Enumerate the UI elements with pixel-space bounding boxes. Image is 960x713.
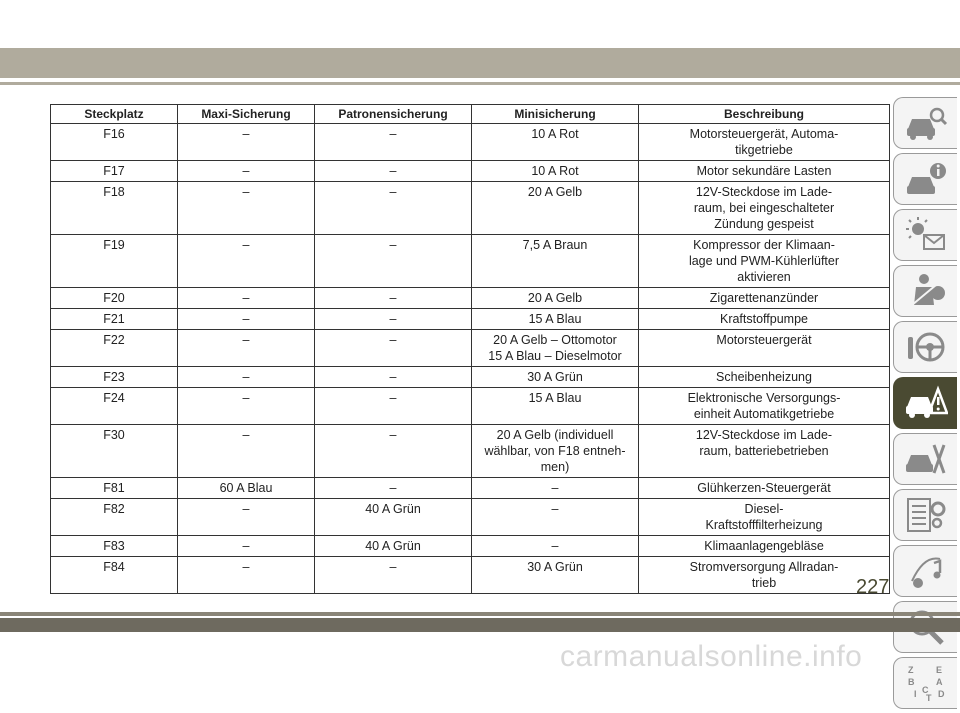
footer-band bbox=[0, 618, 960, 632]
column-header-maxi-fuse: Maxi-Sicherung bbox=[178, 105, 315, 124]
cell-mini-fuse: 7,5 A Braun bbox=[472, 235, 639, 288]
table-row bbox=[51, 499, 890, 536]
cell-maxi-fuse: – bbox=[178, 182, 315, 235]
cell-slot: F23 bbox=[51, 367, 178, 388]
alphabet-letter: B bbox=[907, 677, 914, 687]
column-header-cartridge-fuse: Patronensicherung bbox=[315, 105, 472, 124]
cell-slot: F81 bbox=[51, 478, 178, 499]
table-row bbox=[51, 388, 890, 425]
cell-slot: F22 bbox=[51, 330, 178, 367]
cell-maxi-fuse: – bbox=[178, 425, 315, 478]
tab-vehicle-overview[interactable] bbox=[893, 97, 957, 149]
cell-slot: F24 bbox=[51, 388, 178, 425]
header-band bbox=[0, 48, 960, 78]
column-header-slot: Steckplatz bbox=[51, 105, 178, 124]
cell-cartridge-fuse: – bbox=[315, 367, 472, 388]
steering-wheel-key-icon bbox=[904, 327, 948, 367]
spec-sheet-gears-icon bbox=[904, 495, 948, 535]
table-row bbox=[51, 124, 890, 161]
cell-slot: F17 bbox=[51, 161, 178, 182]
cell-maxi-fuse: – bbox=[178, 235, 315, 288]
cell-maxi-fuse: – bbox=[178, 499, 315, 536]
tab-emergency[interactable] bbox=[893, 377, 957, 429]
cell-description: Motor sekundäre Lasten bbox=[639, 161, 890, 182]
table-row bbox=[51, 309, 890, 330]
cell-description: Diesel- Kraftstofffilterheizung bbox=[639, 499, 890, 536]
header-rule bbox=[0, 82, 960, 85]
cell-cartridge-fuse: – bbox=[315, 161, 472, 182]
cell-description: Glühkerzen-Steuergerät bbox=[639, 478, 890, 499]
alphabet-letter: E bbox=[935, 665, 942, 675]
table-row bbox=[51, 367, 890, 388]
cell-mini-fuse: 20 A Gelb – Ottomotor 15 A Blau – Dieselmotor bbox=[472, 330, 639, 367]
car-info-icon bbox=[904, 159, 948, 199]
tab-alphabetical-index[interactable] bbox=[893, 657, 957, 709]
cell-mini-fuse: 15 A Blau bbox=[472, 388, 639, 425]
cell-cartridge-fuse: – bbox=[315, 235, 472, 288]
cell-cartridge-fuse: – bbox=[315, 388, 472, 425]
cell-description: Stromversorgung Allradan- trieb bbox=[639, 557, 890, 594]
warning-light-message-icon bbox=[904, 215, 948, 255]
column-header-mini-fuse: Minisicherung bbox=[472, 105, 639, 124]
cell-description: 12V-Steckdose im Lade- raum, bei eingeschalteter Zündung gespeist bbox=[639, 182, 890, 235]
alphabet-letter: C bbox=[921, 685, 928, 695]
cell-maxi-fuse: – bbox=[178, 330, 315, 367]
watermark: carmanualsonline.info bbox=[560, 640, 863, 673]
cell-maxi-fuse: – bbox=[178, 124, 315, 161]
cell-maxi-fuse: – bbox=[178, 557, 315, 594]
car-breakdown-warning-icon bbox=[904, 383, 948, 423]
cell-maxi-fuse: 60 A Blau bbox=[178, 478, 315, 499]
cell-slot: F84 bbox=[51, 557, 178, 594]
table-row bbox=[51, 478, 890, 499]
column-header-description: Beschreibung bbox=[639, 105, 890, 124]
cell-maxi-fuse: – bbox=[178, 536, 315, 557]
cell-cartridge-fuse: – bbox=[315, 557, 472, 594]
cell-slot: F20 bbox=[51, 288, 178, 309]
alphabet-letter: A bbox=[935, 677, 942, 687]
top-margin bbox=[0, 0, 960, 48]
cell-cartridge-fuse: – bbox=[315, 425, 472, 478]
cell-cartridge-fuse: – bbox=[315, 478, 472, 499]
cell-cartridge-fuse: 40 A Grün bbox=[315, 536, 472, 557]
car-service-tools-icon bbox=[904, 439, 948, 479]
table-row bbox=[51, 182, 890, 235]
cell-description: Kraftstoffpumpe bbox=[639, 309, 890, 330]
multimedia-music-icon bbox=[904, 551, 948, 591]
page-number: 227 bbox=[856, 576, 890, 598]
alphabet-letter: I bbox=[913, 689, 917, 699]
cell-cartridge-fuse: – bbox=[315, 124, 472, 161]
cell-mini-fuse: 20 A Gelb bbox=[472, 182, 639, 235]
cell-maxi-fuse: – bbox=[178, 161, 315, 182]
tab-starting-driving[interactable] bbox=[893, 321, 957, 373]
cell-slot: F30 bbox=[51, 425, 178, 478]
car-magnifier-icon bbox=[904, 103, 948, 143]
cell-cartridge-fuse: – bbox=[315, 309, 472, 330]
cell-maxi-fuse: – bbox=[178, 388, 315, 425]
table-row bbox=[51, 288, 890, 309]
cell-mini-fuse: 10 A Rot bbox=[472, 161, 639, 182]
cell-mini-fuse: 30 A Grün bbox=[472, 557, 639, 594]
cell-mini-fuse: 20 A Gelb bbox=[472, 288, 639, 309]
footer-rule bbox=[0, 612, 960, 616]
table-row bbox=[51, 425, 890, 478]
fuse-table bbox=[50, 104, 890, 594]
cell-description: 12V-Steckdose im Lade- raum, batteriebetrieben bbox=[639, 425, 890, 478]
tab-vehicle-info[interactable] bbox=[893, 153, 957, 205]
cell-mini-fuse: 30 A Grün bbox=[472, 367, 639, 388]
tab-technical-data[interactable] bbox=[893, 489, 957, 541]
passenger-airbag-icon bbox=[904, 271, 948, 311]
cell-mini-fuse: 15 A Blau bbox=[472, 309, 639, 330]
cell-description: Klimaanlagengebläse bbox=[639, 536, 890, 557]
tab-warning-lights[interactable] bbox=[893, 209, 957, 261]
table-row bbox=[51, 161, 890, 182]
table-row bbox=[51, 557, 890, 594]
table-header-row bbox=[51, 105, 890, 124]
tab-multimedia[interactable] bbox=[893, 545, 957, 597]
cell-description: Kompressor der Klimaan- lage und PWM-Kühlerlüfter aktivieren bbox=[639, 235, 890, 288]
cell-slot: F19 bbox=[51, 235, 178, 288]
cell-mini-fuse: – bbox=[472, 536, 639, 557]
cell-slot: F83 bbox=[51, 536, 178, 557]
cell-slot: F21 bbox=[51, 309, 178, 330]
cell-slot: F18 bbox=[51, 182, 178, 235]
tab-service-maintenance[interactable] bbox=[893, 433, 957, 485]
cell-description: Elektronische Versorgungs- einheit Automatikgetriebe bbox=[639, 388, 890, 425]
cell-maxi-fuse: – bbox=[178, 309, 315, 330]
cell-mini-fuse: – bbox=[472, 478, 639, 499]
cell-description: Zigarettenanzünder bbox=[639, 288, 890, 309]
cell-maxi-fuse: – bbox=[178, 288, 315, 309]
alphabet-letter: Z bbox=[907, 665, 913, 675]
alphabet-index-icon bbox=[904, 663, 948, 703]
cell-cartridge-fuse: – bbox=[315, 182, 472, 235]
cell-cartridge-fuse: 40 A Grün bbox=[315, 499, 472, 536]
table-row bbox=[51, 235, 890, 288]
table-row bbox=[51, 330, 890, 367]
cell-description: Motorsteuergerät, Automa- tikgetriebe bbox=[639, 124, 890, 161]
cell-mini-fuse: 10 A Rot bbox=[472, 124, 639, 161]
cell-description: Scheibenheizung bbox=[639, 367, 890, 388]
cell-maxi-fuse: – bbox=[178, 367, 315, 388]
cell-cartridge-fuse: – bbox=[315, 330, 472, 367]
table-row bbox=[51, 536, 890, 557]
cell-slot: F16 bbox=[51, 124, 178, 161]
alphabet-letter: D bbox=[937, 689, 944, 699]
cell-cartridge-fuse: – bbox=[315, 288, 472, 309]
tab-safety[interactable] bbox=[893, 265, 957, 317]
alphabet-letter: T bbox=[925, 693, 931, 703]
cell-description: Motorsteuergerät bbox=[639, 330, 890, 367]
cell-mini-fuse: 20 A Gelb (individuell wählbar, von F18 entneh- men) bbox=[472, 425, 639, 478]
cell-mini-fuse: – bbox=[472, 499, 639, 536]
cell-slot: F82 bbox=[51, 499, 178, 536]
